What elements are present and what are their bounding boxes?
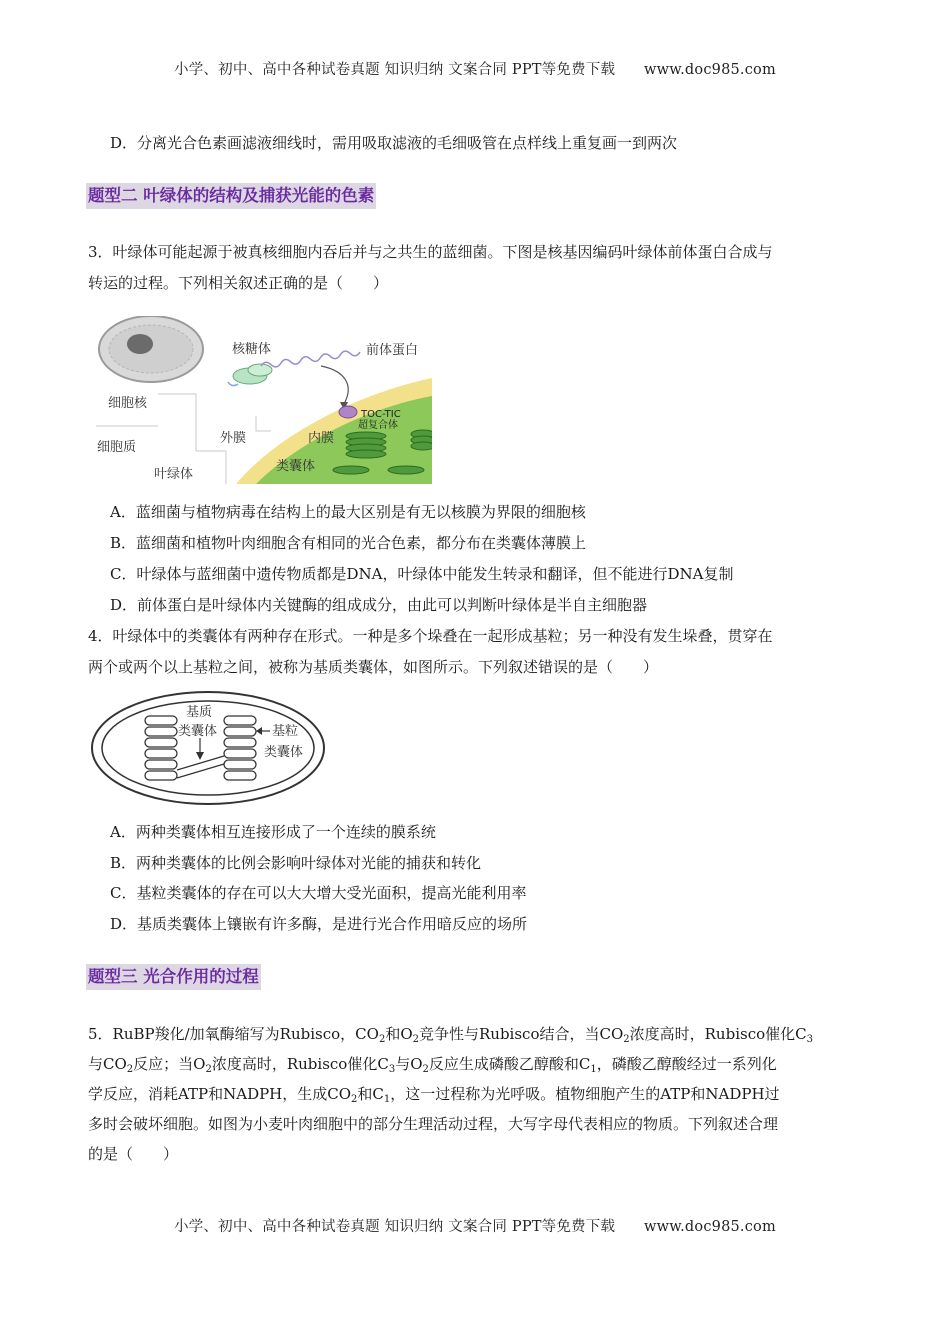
label-nucleus: 细胞核 bbox=[108, 396, 148, 411]
q4-figure-thylakoid bbox=[90, 690, 330, 808]
header-url[interactable]: www.doc985.com bbox=[644, 62, 776, 78]
q3-stem-line1: 3．叶绿体可能起源于被真核细胞内吞后并与之共生的蓝细菌。下图是核基因编码叶绿体前体蛋白合成与 bbox=[88, 243, 773, 261]
nucleolus-shape bbox=[127, 334, 153, 354]
q3-option-a: A．蓝细菌与植物病毒在结构上的最大区别是有无以核膜为界限的细胞核 bbox=[110, 503, 586, 521]
label-chloroplast: 叶绿体 bbox=[154, 467, 194, 482]
section-title-2: 题型二 叶绿体的结构及捕获光能的色素 bbox=[86, 183, 376, 209]
footer-url[interactable]: www.doc985.com bbox=[644, 1219, 776, 1235]
q4-option-a: A．两种类囊体相互连接形成了一个连续的膜系统 bbox=[110, 823, 436, 841]
section-title-3: 题型三 光合作用的过程 bbox=[86, 964, 261, 990]
q5-stem-line2: 与$CO_2$反应；当$O_2$浓度高时，Rubisco催化$C_3$与$O_2$反应生成磷酸乙醇酸和$C_1$，磷酸乙醇酸经过一系列化 bbox=[88, 1055, 777, 1075]
q3-stem-line2: 转运的过程。下列相关叙述正确的是（ ） bbox=[88, 274, 389, 292]
q5-stem-line4: 多时会破坏细胞。如图为小麦叶肉细胞中的部分生理活动过程，大写字母代表相应的物质。下列叙述合理 bbox=[88, 1115, 779, 1133]
label-ribosome: 核糖体 bbox=[232, 342, 272, 357]
q5-stem-line3: 学反应，消耗ATP和NADPH，生成$CO_2$和$C_1$，这一过程称为光呼吸。植物细胞产生的ATP和NADPH过 bbox=[88, 1085, 780, 1105]
label-outer-membrane: 外膜 bbox=[220, 431, 247, 446]
q4-option-d: D．基质类囊体上镶嵌有许多酶，是进行光合作用暗反应的场所 bbox=[110, 915, 528, 933]
q3-option-c: C．叶绿体与蓝细菌中遗传物质都是DNA，叶绿体中能发生转录和翻译，但不能进行DNA复制 bbox=[110, 565, 734, 583]
q4-option-b: B．两种类囊体的比例会影响叶绿体对光能的捕获和转化 bbox=[110, 854, 482, 872]
q3-option-b: B．蓝细菌和植物叶肉细胞含有相同的光合色素，都分布在类囊体薄膜上 bbox=[110, 534, 587, 552]
label-precursor: 前体蛋白 bbox=[366, 343, 419, 358]
q4-stem-line2: 两个或两个以上基粒之间，被称为基质类囊体，如图所示。下列叙述错误的是（ ） bbox=[88, 658, 659, 676]
label-supercomplex: 超复合体 bbox=[358, 420, 398, 431]
q5-stem-line1: 5．RuBP羧化/加氧酶缩写为Rubisco，$CO_2$和$O_2$竞争性与Rubisco结合，当$CO_2$浓度高时，Rubisco催化$C_3$ bbox=[88, 1025, 813, 1045]
label-inner-membrane: 内膜 bbox=[308, 431, 335, 446]
label-toc-tic: TOC-TIC bbox=[361, 409, 401, 420]
q4-option-c: C．基粒类囊体的存在可以大大增大受光面积，提高光能利用率 bbox=[110, 884, 527, 902]
label-grana-1: 基粒 bbox=[272, 724, 299, 739]
label-cytoplasm: 细胞质 bbox=[97, 440, 137, 455]
page-header bbox=[0, 58, 950, 79]
header-text: 小学、初中、高中各种试卷真题 知识归纳 文案合同 PPT等免费下载 bbox=[174, 62, 616, 78]
label-thylakoid: 类囊体 bbox=[276, 459, 316, 474]
toc-tic-complex bbox=[339, 406, 357, 418]
label-grana-2: 类囊体 bbox=[264, 745, 304, 760]
q3-option-d: D．前体蛋白是叶绿体内关键酶的组成成分，由此可以判断叶绿体是半自主细胞器 bbox=[110, 596, 648, 614]
q5-stem-line5: 的是（ ） bbox=[88, 1145, 179, 1163]
label-stroma-1: 基质 bbox=[186, 705, 213, 720]
q4-stem-line1: 4．叶绿体中的类囊体有两种存在形式。一种是多个垛叠在一起形成基粒；另一种没有发生垛叠，贯穿在 bbox=[88, 627, 773, 645]
page-footer bbox=[0, 1215, 950, 1236]
q3-figure-chloroplast-import bbox=[96, 316, 432, 484]
q-prev-option-d: D．分离光合色素画滤液细线时，需用吸取滤液的毛细吸管在点样线上重复画一到两次 bbox=[110, 134, 678, 152]
label-stroma-2: 类囊体 bbox=[178, 724, 218, 739]
footer-text: 小学、初中、高中各种试卷真题 知识归纳 文案合同 PPT等免费下载 bbox=[174, 1219, 616, 1235]
